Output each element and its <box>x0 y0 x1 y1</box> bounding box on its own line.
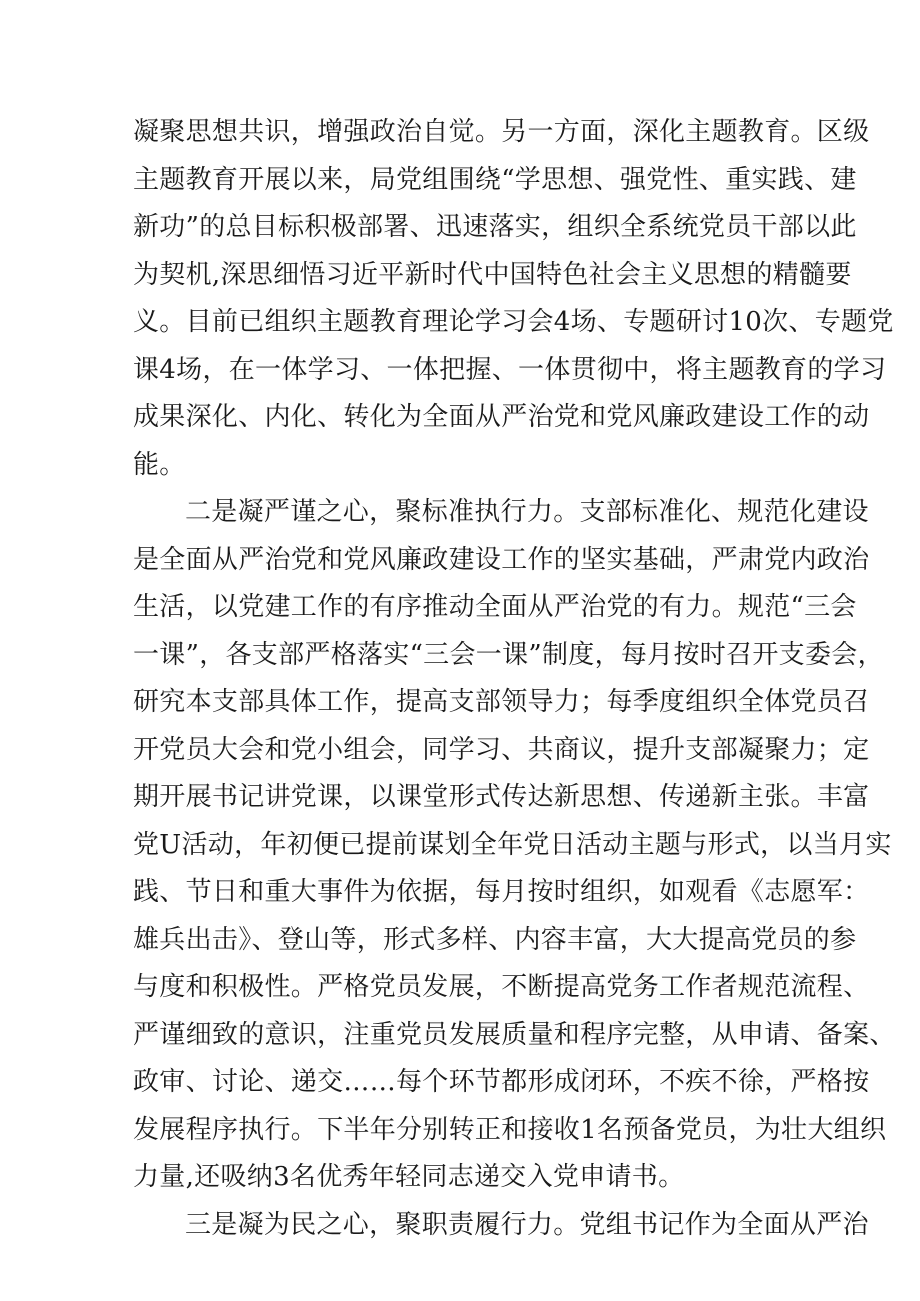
text-line: 课4场，在一体学习、一体把握、一体贯彻中，将主题教育的学习 <box>133 355 887 385</box>
text-line: 与度和积极性。严格党员发展，不断提高党务工作者规范流程、 <box>133 972 870 1002</box>
text-line: 力量,还吸纳3名优秀年轻同志递交入党申请书。 <box>133 1162 685 1192</box>
paragraph-first-line: 三是凝为民之心，聚职责履行力。党组书记作为全面从严治 <box>185 1210 869 1240</box>
text-line: 政审、讨论、递交……每个环节都形成闭环，不疾不徐，严格按 <box>133 1067 870 1097</box>
text-line: 能。 <box>133 450 186 480</box>
text-line: 发展程序执行。下半年分别转正和接收1名预备党员，为壮大组织 <box>133 1115 887 1145</box>
text-line: 主题教育开展以来，局党组围绕“学思想、强党性、重实践、建 <box>133 165 857 195</box>
text-line: 凝聚思想共识，增强政治自觉。另一方面，深化主题教育。区级 <box>133 117 870 147</box>
text-line: 践、节日和重大事件为依据，每月按时组织，如观看《志愿军： <box>133 877 870 907</box>
text-line: 一课”，各支部严格落实“三会一课”制度，每月按时召开支委会， <box>133 640 884 670</box>
text-line: 为契机,深思细悟习近平新时代中国特色社会主义思想的精髓要 <box>133 260 852 290</box>
text-line: 期开展书记讲党课，以课堂形式传达新思想、传递新主张。丰富 <box>133 782 870 812</box>
text-line: 新功”的总目标积极部署、迅速落实，组织全系统党员干部以此 <box>133 212 857 242</box>
text-line: 严谨细致的意识，注重党员发展质量和程序完整，从申请、备案、 <box>133 1020 896 1050</box>
text-line: 生活，以党建工作的有序推动全面从严治党的有力。规范“三会 <box>133 592 857 622</box>
text-line: 义。目前已组织主题教育理论学习会4场、专题研讨10次、专题党 <box>133 307 894 337</box>
text-line: 成果深化、内化、转化为全面从严治党和党风廉政建设工作的动 <box>133 402 870 432</box>
text-line: 党U活动，年初便已提前谋划全年党日活动主题与形式，以当月实 <box>133 830 892 860</box>
paragraph-first-line: 二是凝严谨之心，聚标准执行力。支部标准化、规范化建设 <box>185 497 869 527</box>
text-line: 开党员大会和党小组会，同学习、共商议，提升支部凝聚力；定 <box>133 735 870 765</box>
text-line: 研究本支部具体工作，提高支部领导力；每季度组织全体党员召 <box>133 687 870 717</box>
text-line: 雄兵出击》、登山等，形式多样、内容丰富，大大提高党员的参 <box>133 925 857 955</box>
text-line: 是全面从严治党和党风廉政建设工作的坚实基础，严肃党内政治 <box>133 545 870 575</box>
